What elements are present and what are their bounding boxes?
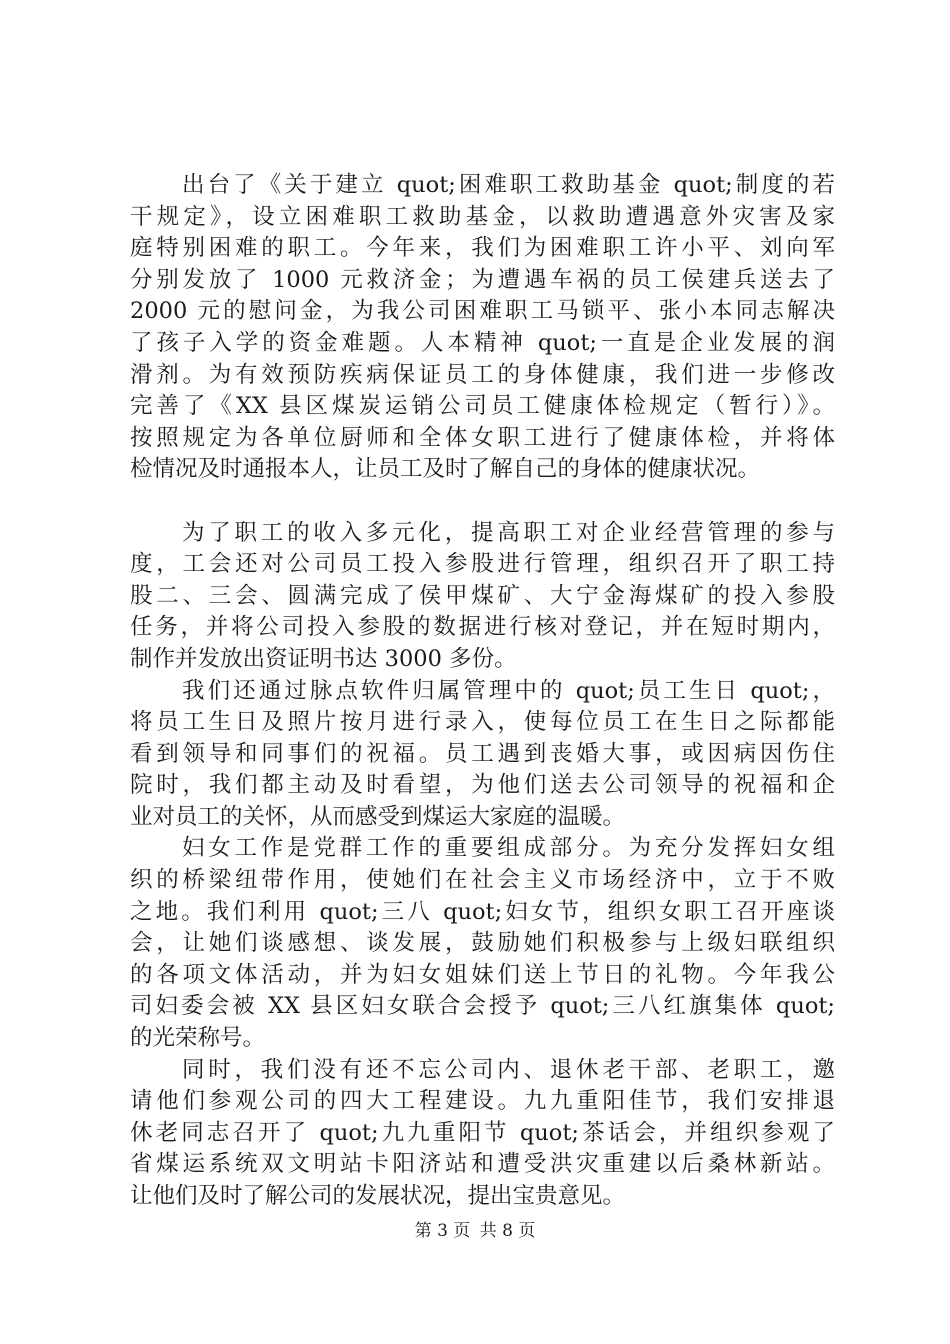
text-line: 检情况及时通报本人，让员工及时了解自己的身体的健康状况。 xyxy=(130,456,761,483)
page-footer xyxy=(0,1220,950,1242)
text-line: 任务，并将公司投入参股的数据进行核对登记，并在短时期内， xyxy=(130,614,835,641)
text-line: 休老同志召开了 quot;九九重阳节 quot;茶话会，并组织参观了 xyxy=(130,1119,835,1146)
text-line: 司妇委会被 XX 县区妇女联合会授予 quot;三八红旗集体 quot; xyxy=(130,993,835,1020)
text-line: 之地。我们利用 quot;三八 quot;妇女节，组织女职工召开座谈 xyxy=(130,898,835,925)
text-line: 业对员工的关怀，从而感受到煤运大家庭的温暖。 xyxy=(130,803,626,830)
text-line: 的光荣称号。 xyxy=(130,1025,266,1052)
text-line: 制作并发放出资证明书达 3000 多份。 xyxy=(130,645,517,672)
document-body xyxy=(130,170,835,1213)
text-line: 织的桥梁纽带作用，使她们在社会主义市场经济中，立于不败 xyxy=(130,867,835,894)
text-line: 我们还通过脉点软件归属管理中的 quot;员工生日 quot;， xyxy=(182,677,835,704)
text-line: 干规定》，设立困难职工救助基金，以救助遭遇意外灾害及家 xyxy=(130,203,835,230)
text-line: 妇女工作是党群工作的重要组成部分。为充分发挥妇女组 xyxy=(182,835,835,862)
text-line: 度，工会还对公司员工投入参股进行管理，组织召开了职工持 xyxy=(130,551,835,578)
text-line: 按照规定为各单位厨师和全体女职工进行了健康体检，并将体 xyxy=(130,424,835,451)
text-line: 看到领导和同事们的祝福。员工遇到丧婚大事，或因病因伤住 xyxy=(130,740,835,767)
page-total: 共 8 页 xyxy=(479,1221,536,1241)
paragraph xyxy=(130,170,835,486)
text-line: 出台了《关于建立 quot;困难职工救助基金 quot;制度的若 xyxy=(182,172,835,198)
text-line: 2000 元的慰问金，为我公司困难职工马锁平、张小本同志解决 xyxy=(130,298,835,325)
paragraph-gap xyxy=(130,486,835,518)
page-number: 第 3 页 xyxy=(414,1221,471,1241)
text-line: 的各项文体活动，并为妇女姐妹们送上节日的礼物。今年我公 xyxy=(130,961,835,988)
text-line: 股二、三会、圆满完成了侯甲煤矿、大宁金海煤矿的投入参股 xyxy=(130,582,835,609)
text-line: 院时，我们都主动及时看望，为他们送去公司领导的祝福和企 xyxy=(130,772,835,799)
text-line: 滑剂。为有效预防疾病保证员工的身体健康，我们进一步修改 xyxy=(130,361,835,388)
text-line: 请他们参观公司的四大工程建设。九九重阳佳节，我们安排退 xyxy=(130,1088,835,1115)
paragraph xyxy=(130,1055,835,1213)
paragraph xyxy=(130,833,835,1054)
text-line: 会，让她们谈感想、谈发展，鼓励她们积极参与上级妇联组织 xyxy=(130,930,835,957)
text-line: 将员工生日及照片按月进行录入，使每位员工在生日之际都能 xyxy=(130,709,835,736)
text-line: 为了职工的收入多元化，提高职工对企业经营管理的参与 xyxy=(182,519,835,546)
text-line: 让他们及时了解公司的发展状况，提出宝贵意见。 xyxy=(130,1183,626,1209)
paragraph xyxy=(130,518,835,676)
text-line: 了孩子入学的资金难题。人本精神 quot;一直是企业发展的润 xyxy=(130,329,835,356)
text-line: 分别发放了 1000 元救济金；为遭遇车祸的员工侯建兵送去了 xyxy=(130,266,835,293)
text-line: 同时，我们没有还不忘公司内、退休老干部、老职工，邀 xyxy=(182,1056,835,1083)
text-line: 庭特别困难的职工。今年来，我们为困难职工许小平、刘向军 xyxy=(130,235,835,262)
text-line: 省煤运系统双文明站卡阳济站和遭受洪灾重建以后桑林新站。 xyxy=(130,1151,835,1178)
text-line: 完善了《XX 县区煤炭运销公司员工健康体检规定（暂行）》。 xyxy=(130,393,835,420)
paragraph xyxy=(130,676,835,834)
